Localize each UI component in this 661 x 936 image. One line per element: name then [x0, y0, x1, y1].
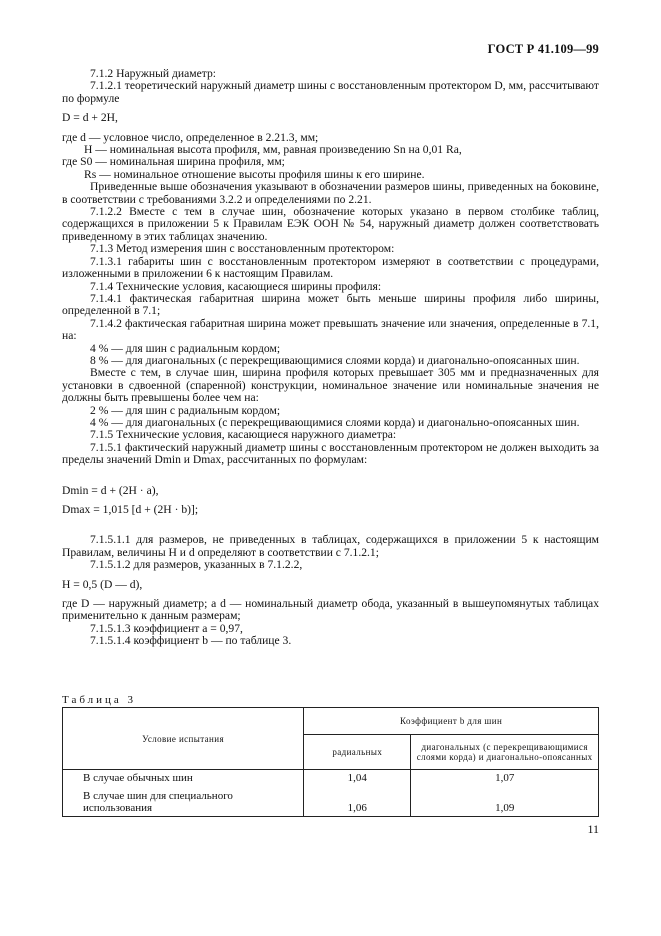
section-heading: 7.1.5 Технические условия, касающиеся наружного диаметра: [90, 428, 397, 442]
paragraph: 7.1.4.2 фактическая габаритная ширина может превышать значение или значения, определенные в 7.1, на: [62, 316, 599, 343]
table-caption: Таблица 3 [62, 694, 137, 706]
paragraph: 7.1.4.1 фактическая габаритная ширина может быть меньше ширины профиля либо ширины, определенной в 7.1; [62, 291, 599, 318]
definition: H — номинальная высота профиля, мм, равная произведению Sn на 0,01 Ra, [84, 143, 462, 157]
paragraph: Вместе с тем, в случае шин, ширина профиля которых превышает 305 мм и предназначенных для установки в сдвоенной (спаренной) конструкции, номинальное значение или номинальные значения не должны быть превышены более чем на: [62, 366, 599, 405]
header-condition: Условие испытания [63, 708, 304, 770]
formula: Dmax = 1,015 [d + (2H · b)]; [62, 503, 199, 516]
paragraph: 7.1.3.1 габариты шин с восстановленным протектором измеряют в соответствии с процедурами, изложенными в приложении 6 к настоящим Правилам. [62, 254, 599, 281]
section-heading: 7.1.3 Метод измерения шин с восстановленным протектором: [90, 242, 395, 256]
paragraph: 7.1.5.1 фактический наружный диаметр шины с восстановленным протектором не должен выходить за пределы значений Dmin и Dmax, рассчитанных по формулам: [62, 440, 599, 467]
header-radial: радиальных [304, 735, 411, 770]
cell-diagonal: 1,09 [411, 786, 599, 817]
coefficient-table [62, 707, 599, 817]
cell-condition: В случае обычных шин [63, 770, 304, 787]
cell-radial: 1,06 [304, 786, 411, 817]
paragraph: 7.1.5.1.2 для размеров, указанных в 7.1.2.2, [90, 558, 303, 572]
formula: D = d + 2H, [62, 111, 118, 125]
section-heading: 7.1.4 Технические условия, касающиеся ширины профиля: [90, 279, 382, 293]
cell-diagonal: 1,07 [411, 770, 599, 787]
header-diagonal: диагональных (с перекрещивающимися слоями корда) и диагонально-опоясанных [411, 735, 599, 770]
header-coefficient: Коэффициент b для шин [304, 708, 599, 735]
definition: Rs — номинальное отношение высоты профиля шины к его ширине. [84, 167, 425, 181]
list-item: 2 % — для шин с радиальным кордом; [90, 403, 281, 417]
list-item: 4 % — для диагональных (с перекрещивающимися слоями корда) и диагонально-опоясанных шин. [90, 415, 580, 429]
list-item: 4 % — для шин с радиальным кордом; [90, 341, 281, 355]
definition: где S0 — номинальная ширина профиля, мм; [62, 155, 285, 169]
section-heading: 7.1.2 Наружный диаметр: [90, 67, 216, 80]
table-row [63, 786, 599, 817]
table-row [63, 770, 599, 787]
paragraph: Приведенные выше обозначения указывают в обозначении размеров шины, приведенных на боковине, в соответствии с требованиями 3.2.2 и определениями по 2.21. [62, 180, 599, 206]
definition: где d — условное число, определенное в 2.21.3, мм; [62, 130, 319, 144]
paragraph: 7.1.2.2 Вместе с тем в случае шин, обозначение которых указано в первом столбике таблиц, содержащихся в приложении 5 к Правилам ЕЭК ООН № 54, наружный диаметр должен соответствовать приведенному в этих таблицах значению. [62, 205, 599, 243]
formula: Dmin = d + (2H · a), [62, 483, 159, 497]
body-text [62, 68, 599, 648]
paragraph: где D — наружный диаметр; а d — номинальный диаметр обода, указанный в вышеупомянутых таблицах применительно к данным размерам; [62, 597, 599, 623]
list-item: 8 % — для диагональных (с перекрещивающимися слоями корда) и диагонально-опоясанных шин. [90, 353, 580, 367]
cell-condition: В случае шин для специального использования [63, 786, 304, 817]
paragraph: 7.1.5.1.3 коэффициент a = 0,97, [90, 621, 243, 635]
document-code: ГОСТ Р 41.109—99 [487, 42, 599, 56]
formula: H = 0,5 (D — d), [62, 577, 143, 591]
page-number: 11 [587, 822, 599, 836]
paragraph: 7.1.5.1.1 для размеров, не приведенных в таблицах, содержащихся в приложении 5 к настоящим Правилам, величины H и d определяют в соответствии с 7.1.2.1; [62, 533, 599, 559]
cell-radial: 1,04 [304, 770, 411, 787]
paragraph: 7.1.5.1.4 коэффициент b — по таблице 3. [90, 634, 292, 648]
paragraph: 7.1.2.1 теоретический наружный диаметр шины с восстановленным протектором D, мм, рассчитывают по формуле [62, 79, 599, 105]
